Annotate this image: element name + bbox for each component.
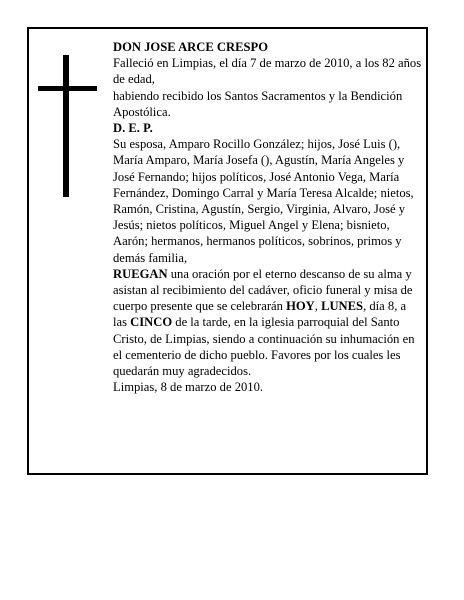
obituary-text xyxy=(113,39,423,395)
family-list: Su esposa, Amparo Rocillo González; hijos, José Luis (), María Amparo, María Josefa (), Agustín, María Angeles y José Fernando; hijos políticos, José Antonio Vega, María Fernández, Domingo Carral y María Teresa Alcalde; nietos, Ramón, Cristina, Agustín, Sergio, Virginia, Alvaro, José y Jesús; nietos políticos, Miguel Angel y Elena; bisnieto, Aarón; hermanos, hermanos políticos, sobrinos, primos y demás familia, xyxy=(113,137,414,265)
sacraments-statement: habiendo recibido los Santos Sacramentos y la Bendición Apostólica. xyxy=(113,88,403,119)
prayer-text: una oración por el eterno descanso de su alma y asistan al recibimiento del cadáver, oficio funeral y misa de cuerpo presente que se celebrarán xyxy=(113,266,413,314)
day-text: , día 8, a las xyxy=(113,299,407,330)
deceased-name: DON JOSE ARCE CRESPO xyxy=(113,40,268,54)
place-date: Limpias, 8 de marzo de 2010. xyxy=(113,380,264,395)
cinco-word: CINCO xyxy=(130,315,173,330)
cross-icon-horizontal xyxy=(38,86,97,91)
request-paragraph xyxy=(113,266,423,379)
hoy-word: HOY xyxy=(286,299,315,314)
comma-text: , xyxy=(314,299,322,314)
ruegan-word: RUEGAN xyxy=(113,266,168,281)
cross-icon-vertical xyxy=(63,55,69,197)
death-statement: Falleció en Limpias, el día 7 de marzo de 2010, a los 82 años de edad, xyxy=(113,56,422,87)
service-details: de la tarde, en la iglesia parroquial del Santo Cristo, de Limpias, siendo a continuación su inhumación en el cementerio de dicho pueblo. Favores por los cuales les quedarán muy agradecidos. xyxy=(113,315,415,379)
dep-heading: D. E. P. xyxy=(113,121,153,136)
lunes-word: LUNES xyxy=(321,299,364,314)
